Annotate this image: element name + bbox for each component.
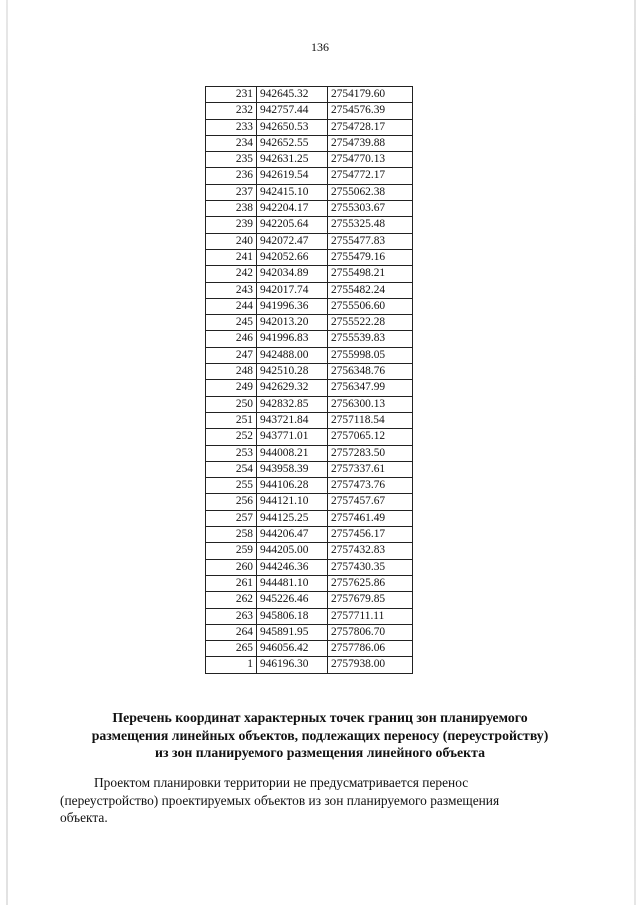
point-number-cell: 248 xyxy=(206,364,257,380)
x-coordinate-cell: 943771.01 xyxy=(257,429,328,445)
section-heading xyxy=(40,709,600,762)
y-coordinate-cell: 2757456.17 xyxy=(328,527,413,543)
table-row xyxy=(206,135,413,151)
x-coordinate-cell: 942488.00 xyxy=(257,347,328,363)
table-row xyxy=(206,510,413,526)
table-row xyxy=(206,575,413,591)
x-coordinate-cell: 942652.55 xyxy=(257,135,328,151)
y-coordinate-cell: 2755325.48 xyxy=(328,217,413,233)
y-coordinate-cell: 2754576.39 xyxy=(328,103,413,119)
x-coordinate-cell: 945891.95 xyxy=(257,624,328,640)
x-coordinate-cell: 941996.36 xyxy=(257,298,328,314)
x-coordinate-cell: 945226.46 xyxy=(257,592,328,608)
paragraph-line: Проектом планировки территории не предусматривается перенос xyxy=(94,775,469,790)
page-number: 136 xyxy=(311,40,329,54)
point-number-cell: 242 xyxy=(206,266,257,282)
body-paragraph xyxy=(60,774,588,827)
y-coordinate-cell: 2754739.88 xyxy=(328,135,413,151)
x-coordinate-cell: 946196.30 xyxy=(257,657,328,673)
y-coordinate-cell: 2757625.86 xyxy=(328,575,413,591)
scan-edge-left xyxy=(6,0,8,905)
x-coordinate-cell: 945806.18 xyxy=(257,608,328,624)
x-coordinate-cell: 942415.10 xyxy=(257,184,328,200)
paragraph-line: объекта. xyxy=(60,810,108,826)
y-coordinate-cell: 2756347.99 xyxy=(328,380,413,396)
point-number-cell: 247 xyxy=(206,347,257,363)
y-coordinate-cell: 2755477.83 xyxy=(328,233,413,249)
point-number-cell: 258 xyxy=(206,527,257,543)
table-row xyxy=(206,282,413,298)
table-row xyxy=(206,608,413,624)
y-coordinate-cell: 2755522.28 xyxy=(328,315,413,331)
point-number-cell: 236 xyxy=(206,168,257,184)
point-number-cell: 263 xyxy=(206,608,257,624)
coordinates-table-body xyxy=(206,87,413,674)
paragraph-line: (переустройство) проектируемых объектов из зон планируемого размещения xyxy=(60,792,500,808)
table-row xyxy=(206,201,413,217)
y-coordinate-cell: 2757430.35 xyxy=(328,559,413,575)
x-coordinate-cell: 944481.10 xyxy=(257,575,328,591)
x-coordinate-cell: 942757.44 xyxy=(257,103,328,119)
point-number-cell: 250 xyxy=(206,396,257,412)
point-number-cell: 259 xyxy=(206,543,257,559)
x-coordinate-cell: 942631.25 xyxy=(257,152,328,168)
table-row xyxy=(206,429,413,445)
table-row xyxy=(206,657,413,673)
x-coordinate-cell: 942072.47 xyxy=(257,233,328,249)
point-number-cell: 238 xyxy=(206,201,257,217)
x-coordinate-cell: 944008.21 xyxy=(257,445,328,461)
point-number-cell: 1 xyxy=(206,657,257,673)
table-row xyxy=(206,103,413,119)
table-row xyxy=(206,412,413,428)
x-coordinate-cell: 941996.83 xyxy=(257,331,328,347)
y-coordinate-cell: 2756348.76 xyxy=(328,364,413,380)
x-coordinate-cell: 944106.28 xyxy=(257,478,328,494)
table-row xyxy=(206,559,413,575)
point-number-cell: 249 xyxy=(206,380,257,396)
heading-line: Перечень координат характерных точек границ зон планируемого xyxy=(112,710,528,725)
table-row xyxy=(206,87,413,103)
point-number-cell: 233 xyxy=(206,119,257,135)
point-number-cell: 260 xyxy=(206,559,257,575)
table-row xyxy=(206,624,413,640)
x-coordinate-cell: 944125.25 xyxy=(257,510,328,526)
table-row xyxy=(206,380,413,396)
point-number-cell: 254 xyxy=(206,461,257,477)
table-row xyxy=(206,315,413,331)
y-coordinate-cell: 2755062.38 xyxy=(328,184,413,200)
table-row xyxy=(206,592,413,608)
point-number-cell: 245 xyxy=(206,315,257,331)
y-coordinate-cell: 2754772.17 xyxy=(328,168,413,184)
y-coordinate-cell: 2757457.67 xyxy=(328,494,413,510)
table-row xyxy=(206,152,413,168)
point-number-cell: 257 xyxy=(206,510,257,526)
point-number-cell: 239 xyxy=(206,217,257,233)
point-number-cell: 240 xyxy=(206,233,257,249)
table-row xyxy=(206,445,413,461)
table-row xyxy=(206,543,413,559)
table-row xyxy=(206,527,413,543)
y-coordinate-cell: 2757118.54 xyxy=(328,412,413,428)
table-row xyxy=(206,217,413,233)
y-coordinate-cell: 2757473.76 xyxy=(328,478,413,494)
point-number-cell: 232 xyxy=(206,103,257,119)
x-coordinate-cell: 944206.47 xyxy=(257,527,328,543)
table-row xyxy=(206,266,413,282)
table-row xyxy=(206,478,413,494)
y-coordinate-cell: 2755539.83 xyxy=(328,331,413,347)
x-coordinate-cell: 942510.28 xyxy=(257,364,328,380)
point-number-cell: 253 xyxy=(206,445,257,461)
table-row xyxy=(206,249,413,265)
x-coordinate-cell: 944246.36 xyxy=(257,559,328,575)
table-row xyxy=(206,331,413,347)
y-coordinate-cell: 2754728.17 xyxy=(328,119,413,135)
y-coordinate-cell: 2757938.00 xyxy=(328,657,413,673)
y-coordinate-cell: 2757337.61 xyxy=(328,461,413,477)
point-number-cell: 246 xyxy=(206,331,257,347)
table-row xyxy=(206,168,413,184)
x-coordinate-cell: 942619.54 xyxy=(257,168,328,184)
point-number-cell: 251 xyxy=(206,412,257,428)
x-coordinate-cell: 942017.74 xyxy=(257,282,328,298)
point-number-cell: 261 xyxy=(206,575,257,591)
x-coordinate-cell: 942205.64 xyxy=(257,217,328,233)
y-coordinate-cell: 2755498.21 xyxy=(328,266,413,282)
y-coordinate-cell: 2754770.13 xyxy=(328,152,413,168)
table-row xyxy=(206,396,413,412)
x-coordinate-cell: 942052.66 xyxy=(257,249,328,265)
x-coordinate-cell: 942832.85 xyxy=(257,396,328,412)
y-coordinate-cell: 2756300.13 xyxy=(328,396,413,412)
y-coordinate-cell: 2757065.12 xyxy=(328,429,413,445)
y-coordinate-cell: 2757806.70 xyxy=(328,624,413,640)
x-coordinate-cell: 942013.20 xyxy=(257,315,328,331)
table-row xyxy=(206,298,413,314)
point-number-cell: 262 xyxy=(206,592,257,608)
table-row xyxy=(206,184,413,200)
y-coordinate-cell: 2757432.83 xyxy=(328,543,413,559)
x-coordinate-cell: 942629.32 xyxy=(257,380,328,396)
point-number-cell: 265 xyxy=(206,641,257,657)
scan-edge-right xyxy=(634,0,636,905)
x-coordinate-cell: 942204.17 xyxy=(257,201,328,217)
x-coordinate-cell: 942034.89 xyxy=(257,266,328,282)
table-row xyxy=(206,641,413,657)
point-number-cell: 237 xyxy=(206,184,257,200)
x-coordinate-cell: 944205.00 xyxy=(257,543,328,559)
y-coordinate-cell: 2757679.85 xyxy=(328,592,413,608)
y-coordinate-cell: 2754179.60 xyxy=(328,87,413,103)
point-number-cell: 241 xyxy=(206,249,257,265)
point-number-cell: 243 xyxy=(206,282,257,298)
table-row xyxy=(206,461,413,477)
x-coordinate-cell: 944121.10 xyxy=(257,494,328,510)
table-row xyxy=(206,233,413,249)
y-coordinate-cell: 2757786.06 xyxy=(328,641,413,657)
point-number-cell: 231 xyxy=(206,87,257,103)
y-coordinate-cell: 2757711.11 xyxy=(328,608,413,624)
coordinates-table xyxy=(205,86,413,674)
table-row xyxy=(206,347,413,363)
y-coordinate-cell: 2755482.24 xyxy=(328,282,413,298)
x-coordinate-cell: 946056.42 xyxy=(257,641,328,657)
point-number-cell: 235 xyxy=(206,152,257,168)
heading-line: размещения линейных объектов, подлежащих переносу (переустройству) xyxy=(91,727,549,743)
y-coordinate-cell: 2755998.05 xyxy=(328,347,413,363)
x-coordinate-cell: 943958.39 xyxy=(257,461,328,477)
table-row xyxy=(206,119,413,135)
x-coordinate-cell: 942645.32 xyxy=(257,87,328,103)
point-number-cell: 234 xyxy=(206,135,257,151)
table-row xyxy=(206,494,413,510)
point-number-cell: 256 xyxy=(206,494,257,510)
table-row xyxy=(206,364,413,380)
heading-line: из зон планируемого размещения линейного объекта xyxy=(155,745,485,760)
point-number-cell: 255 xyxy=(206,478,257,494)
y-coordinate-cell: 2755506.60 xyxy=(328,298,413,314)
y-coordinate-cell: 2755479.16 xyxy=(328,249,413,265)
y-coordinate-cell: 2755303.67 xyxy=(328,201,413,217)
y-coordinate-cell: 2757461.49 xyxy=(328,510,413,526)
point-number-cell: 244 xyxy=(206,298,257,314)
x-coordinate-cell: 943721.84 xyxy=(257,412,328,428)
y-coordinate-cell: 2757283.50 xyxy=(328,445,413,461)
point-number-cell: 252 xyxy=(206,429,257,445)
point-number-cell: 264 xyxy=(206,624,257,640)
x-coordinate-cell: 942650.53 xyxy=(257,119,328,135)
